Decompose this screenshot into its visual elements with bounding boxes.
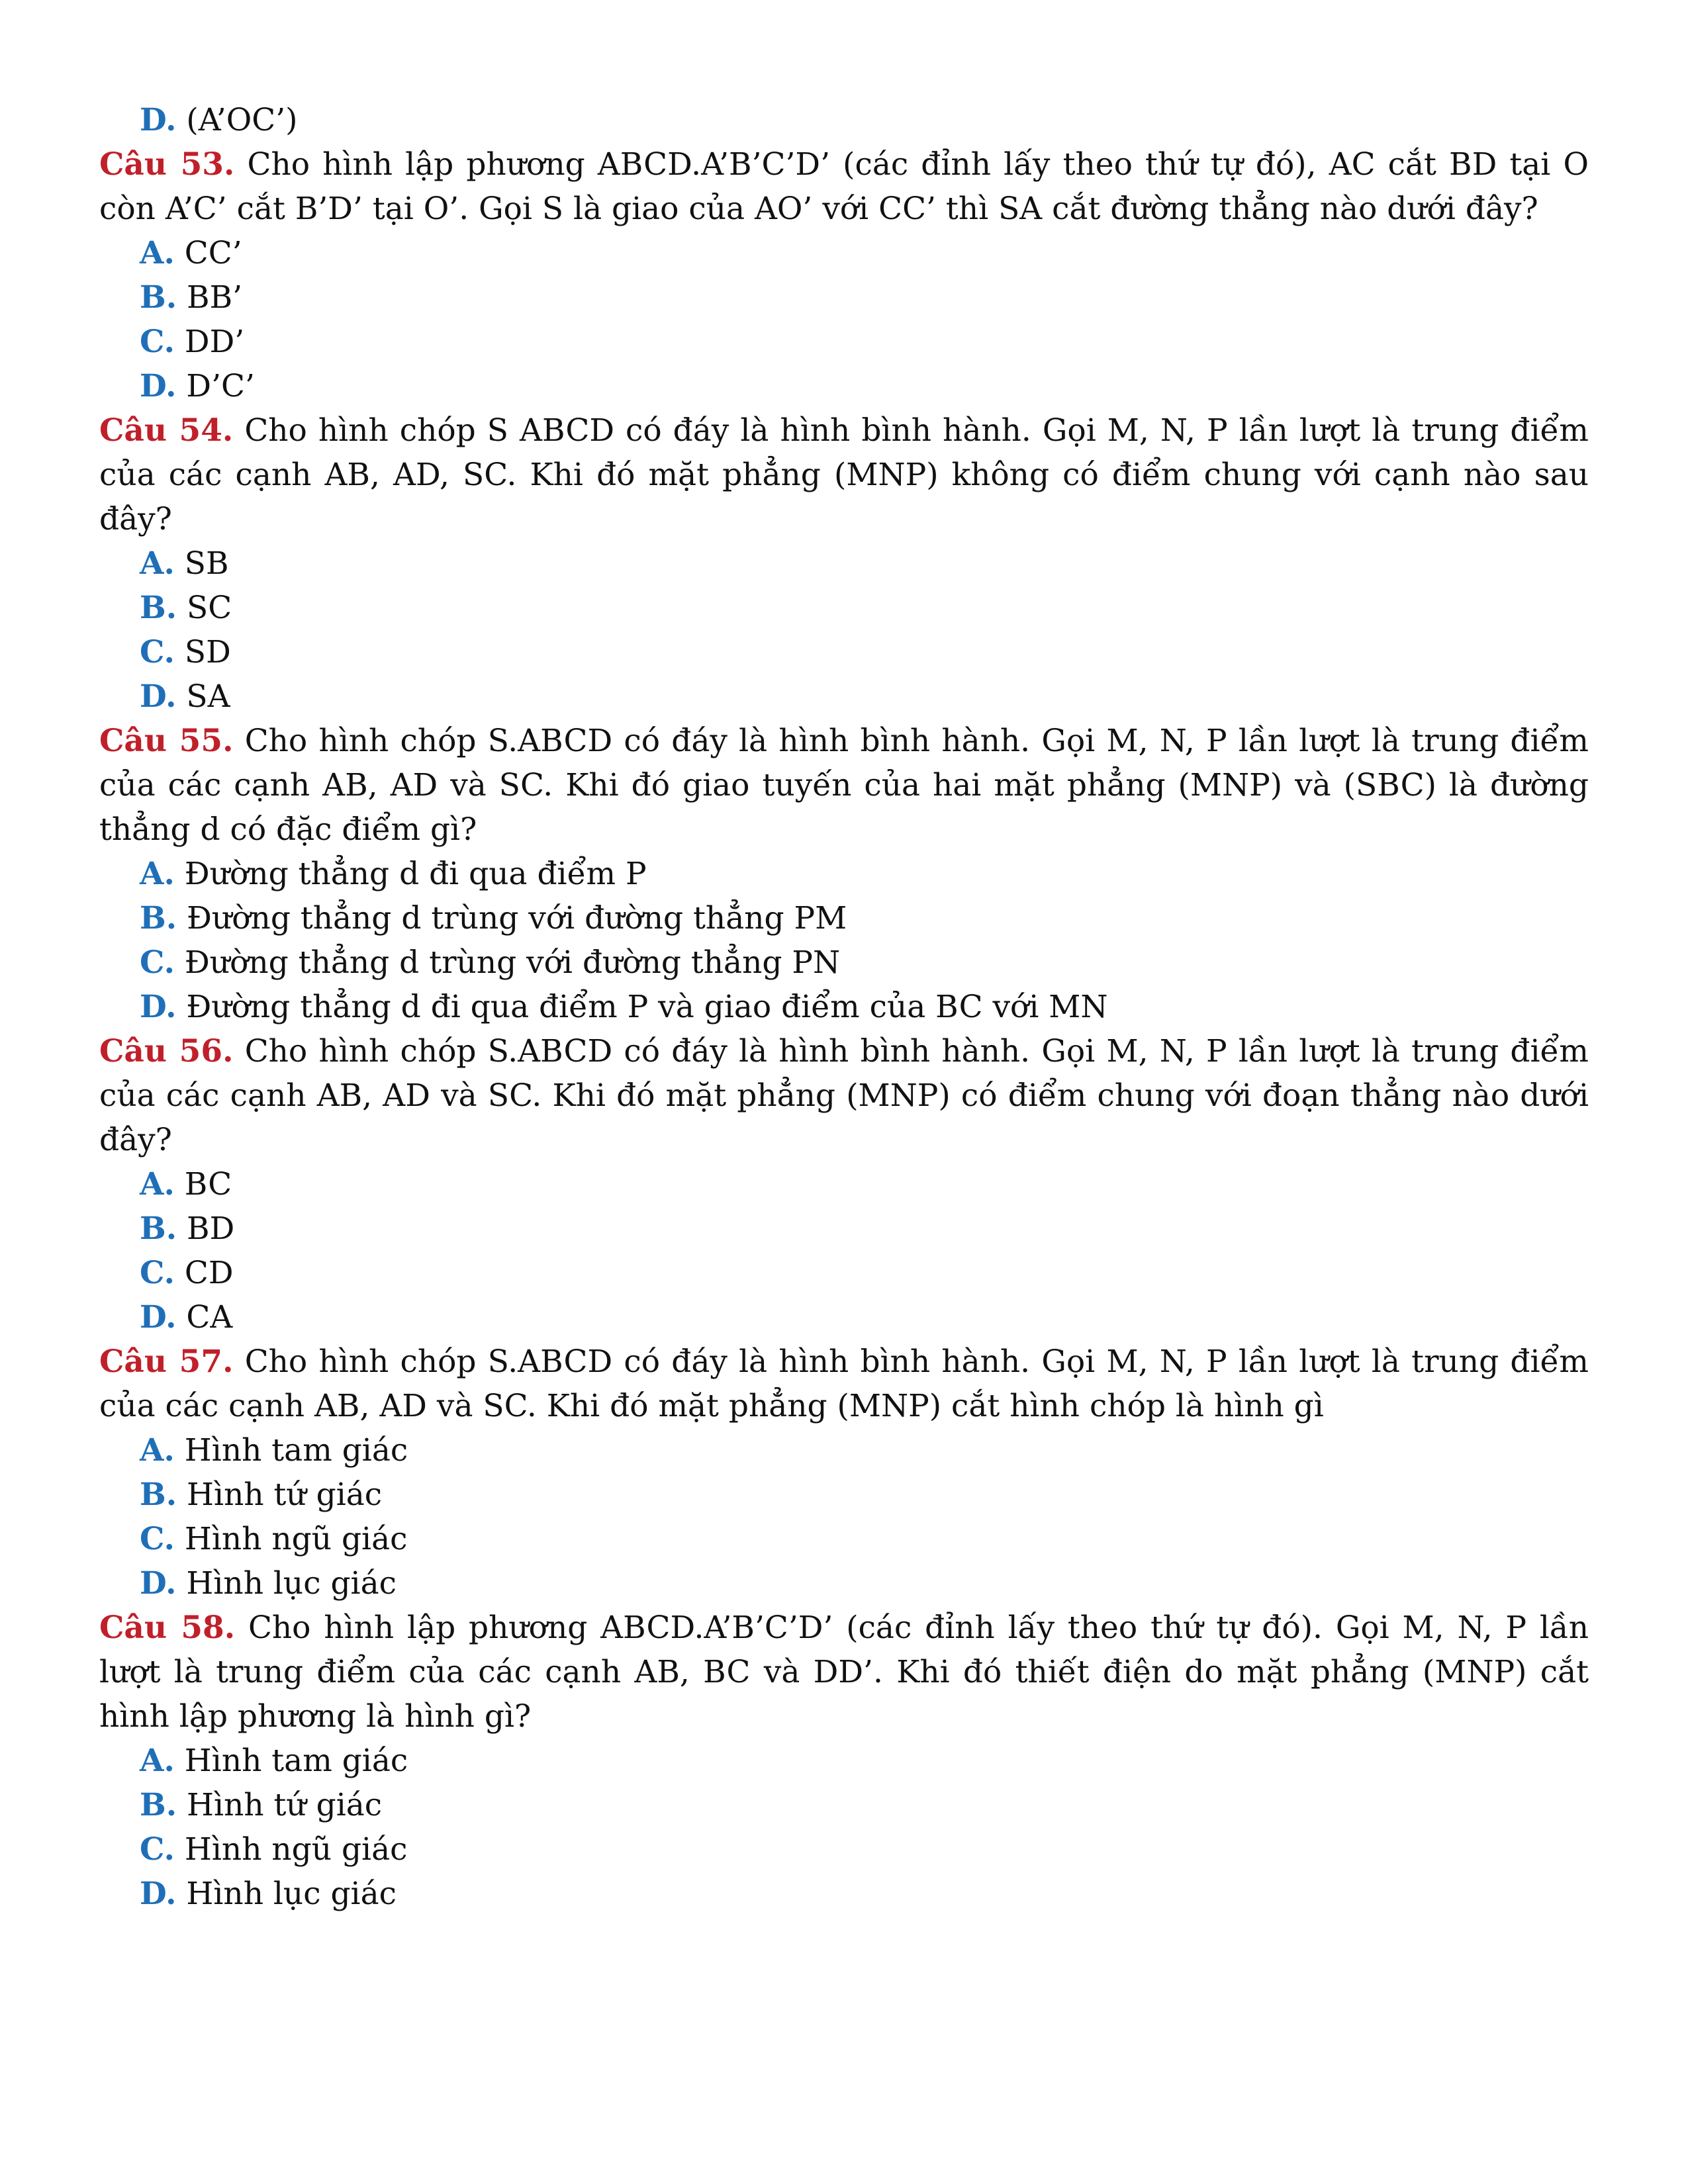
option-letter: B. (140, 1477, 177, 1513)
document-body (99, 98, 1589, 1916)
answer-option (99, 1206, 1589, 1251)
option-text: Hình ngũ giác (184, 1521, 408, 1557)
answer-option (99, 1162, 1589, 1206)
option-letter: A. (140, 235, 175, 271)
option-text: BD (187, 1210, 235, 1247)
answer-option (99, 541, 1589, 586)
answer-option (99, 586, 1589, 630)
option-text: BB’ (187, 279, 243, 316)
option-letter: D. (140, 678, 177, 715)
question-text: Cho hình chóp S.ABCD có đáy là hình bình hành. Gọi M, N, P lần lượt là trung điểm của các cạnh AB, AD và SC. Khi đó giao tuyến của hai mặt phẳng (MNP) và (SBC) là đường thẳng d có đặc điểm gì? (99, 723, 1589, 848)
option-text: Hình ngũ giác (184, 1831, 408, 1868)
answer-option (99, 1295, 1589, 1340)
answer-option (99, 1783, 1589, 1827)
answer-option (99, 320, 1589, 364)
option-text: DD’ (184, 324, 245, 360)
option-letter: B. (140, 590, 177, 626)
answer-option (99, 98, 1589, 142)
answer-option (99, 852, 1589, 896)
option-text: Hình tứ giác (187, 1787, 383, 1823)
question-number: Câu 53. (99, 146, 235, 183)
answer-option (99, 1739, 1589, 1783)
option-text: SB (184, 545, 229, 582)
answer-option (99, 985, 1589, 1029)
option-text: CD (184, 1255, 234, 1291)
option-letter: C. (140, 1831, 175, 1868)
option-text: Hình tứ giác (187, 1477, 383, 1513)
question-54 (99, 408, 1589, 541)
question-text: Cho hình chóp S.ABCD có đáy là hình bình hành. Gọi M, N, P lần lượt là trung điểm của các cạnh AB, AD và SC. Khi đó mặt phẳng (MNP) có điểm chung với đoạn thẳng nào dưới đây? (99, 1033, 1589, 1158)
option-letter: D. (140, 1876, 177, 1912)
answer-option (99, 231, 1589, 275)
option-letter: D. (140, 989, 177, 1025)
option-text: Hình tam giác (184, 1432, 408, 1469)
option-letter: B. (140, 279, 177, 316)
option-text: BC (184, 1166, 232, 1203)
question-number: Câu 54. (99, 412, 234, 449)
option-letter: A. (140, 1166, 175, 1203)
option-text: Đường thẳng d đi qua điểm P (184, 856, 647, 892)
option-text: Đường thẳng d trùng với đường thẳng PN (184, 944, 841, 981)
option-letter: D. (140, 368, 177, 404)
question-55 (99, 719, 1589, 852)
option-text: CA (186, 1299, 233, 1336)
option-letter: B. (140, 1787, 177, 1823)
option-text: (A’OC’) (186, 102, 298, 138)
question-53 (99, 142, 1589, 231)
option-text: Hình tam giác (184, 1743, 408, 1779)
option-letter: A. (140, 545, 175, 582)
option-letter: C. (140, 1521, 175, 1557)
answer-option (99, 1473, 1589, 1517)
option-text: Đường thẳng d trùng với đường thẳng PM (187, 900, 847, 936)
question-text: Cho hình lập phương ABCD.A’B’C’D’ (các đỉnh lấy theo thứ tự đó). Gọi M, N, P lần lượt là trung điểm của các cạnh AB, BC và DD’. Khi đó thiết điện do mặt phẳng (MNP) cắt hình lập phương là hình gì? (99, 1610, 1589, 1735)
question-number: Câu 55. (99, 723, 234, 759)
option-letter: D. (140, 1565, 177, 1602)
answer-option (99, 1517, 1589, 1561)
answer-option (99, 674, 1589, 719)
option-text: SD (184, 634, 231, 670)
option-text: D’C’ (186, 368, 255, 404)
option-text: Đường thẳng d đi qua điểm P và giao điểm của BC với MN (186, 989, 1108, 1025)
option-letter: A. (140, 856, 175, 892)
option-text: Hình lục giác (186, 1876, 397, 1912)
answer-option (99, 896, 1589, 940)
answer-option (99, 1428, 1589, 1473)
answer-option (99, 364, 1589, 408)
answer-option (99, 1561, 1589, 1606)
question-57 (99, 1340, 1589, 1428)
answer-option (99, 275, 1589, 320)
question-58 (99, 1606, 1589, 1739)
question-text: Cho hình chóp S ABCD có đáy là hình bình hành. Gọi M, N, P lần lượt là trung điểm của các cạnh AB, AD, SC. Khi đó mặt phẳng (MNP) không có điểm chung với cạnh nào sau đây? (99, 412, 1589, 537)
answer-option (99, 1251, 1589, 1295)
question-text: Cho hình lập phương ABCD.A’B’C’D’ (các đỉnh lấy theo thứ tự đó), AC cắt BD tại O còn A’C’ cắt B’D’ tại O’. Gọi S là giao của AO’ với CC’ thì SA cắt đường thẳng nào dưới đây? (99, 146, 1589, 227)
option-letter: B. (140, 1210, 177, 1247)
option-letter: D. (140, 1299, 177, 1336)
option-letter: C. (140, 1255, 175, 1291)
option-text: CC’ (184, 235, 242, 271)
option-letter: C. (140, 944, 175, 981)
answer-option (99, 1872, 1589, 1916)
question-text: Cho hình chóp S.ABCD có đáy là hình bình hành. Gọi M, N, P lần lượt là trung điểm của các cạnh AB, AD và SC. Khi đó mặt phẳng (MNP) cắt hình chóp là hình gì (99, 1343, 1589, 1424)
question-number: Câu 57. (99, 1343, 234, 1380)
option-letter: C. (140, 324, 175, 360)
option-letter: A. (140, 1432, 175, 1469)
option-letter: C. (140, 634, 175, 670)
option-text: SA (186, 678, 230, 715)
option-letter: A. (140, 1743, 175, 1779)
option-text: Hình lục giác (186, 1565, 397, 1602)
answer-option (99, 940, 1589, 985)
option-text: SC (187, 590, 232, 626)
question-number: Câu 56. (99, 1033, 234, 1069)
option-letter: B. (140, 900, 177, 936)
question-56 (99, 1029, 1589, 1162)
question-number: Câu 58. (99, 1610, 236, 1646)
answer-option (99, 1827, 1589, 1872)
option-letter: D. (140, 102, 177, 138)
answer-option (99, 630, 1589, 674)
